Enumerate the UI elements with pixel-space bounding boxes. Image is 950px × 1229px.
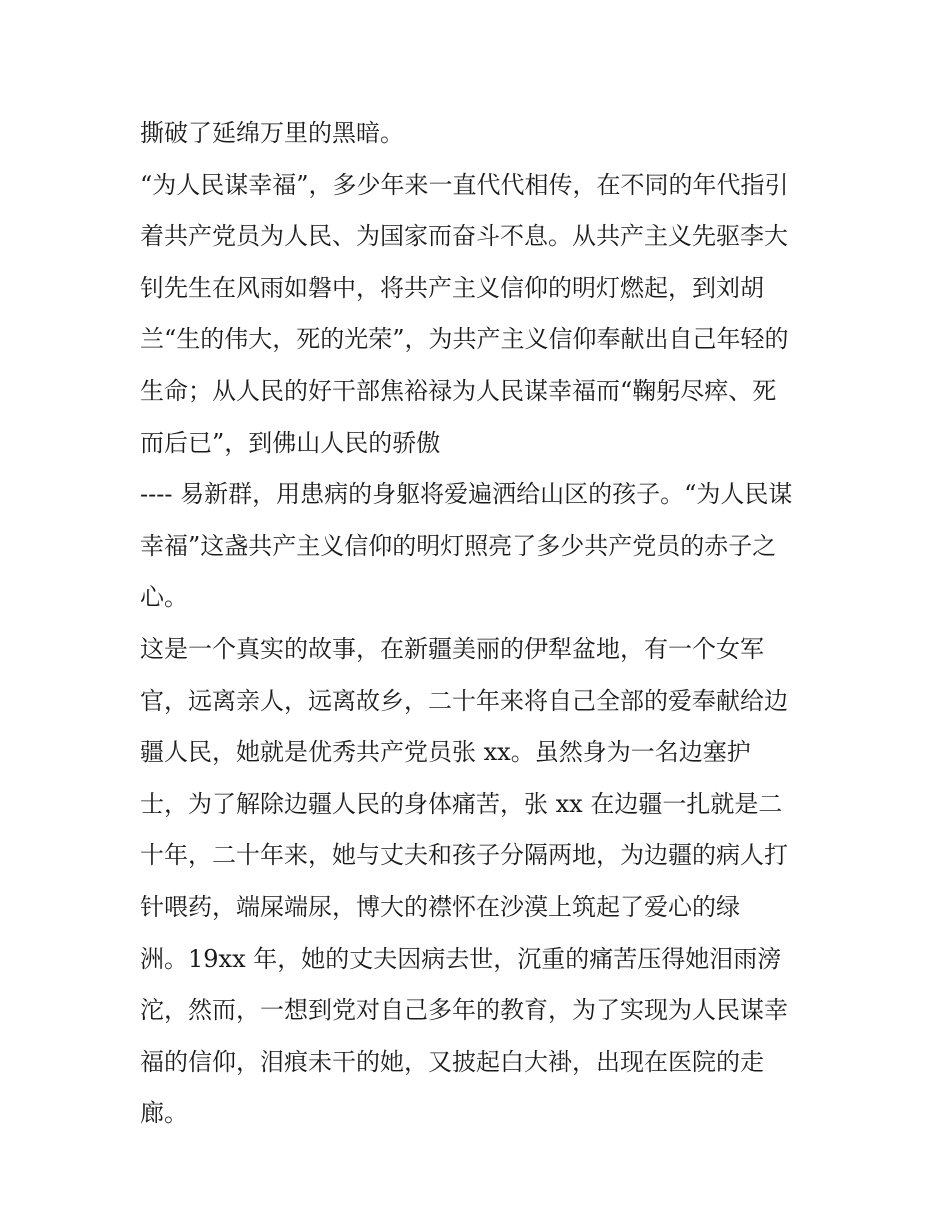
text-line: 心。 <box>140 583 188 612</box>
text-line: 疆人民，她就是优秀共产党员张 xx。虽然身为一名边塞护 <box>140 738 751 767</box>
text-line: 撕破了延绵万里的黑暗。 <box>140 119 404 147</box>
text-line: 廊。 <box>140 1099 188 1128</box>
text-line: 这是一个真实的故事，在新疆美丽的伊犁盆地，有一个女军 <box>140 634 764 663</box>
text-line: 十年，二十年来，她与丈夫和孩子分隔两地，为边疆的病人打 <box>140 841 788 870</box>
body-text <box>140 108 820 1140</box>
text-line: ---- 易新群，用患病的身躯将爱遍洒给山区的孩子。“为人民谋 <box>140 480 793 509</box>
text-line: 士，为了解除边疆人民的身体痛苦，张 xx 在边疆一扎就是二 <box>140 789 783 818</box>
text-line: 而后已”，到佛山人民的骄傲 <box>140 428 441 457</box>
text-line: 幸福”这盏共产主义信仰的明灯照亮了多少共产党员的赤子之 <box>140 531 777 560</box>
text-line: 官，远离亲人，远离故乡，二十年来将自己全部的爱奉献给边 <box>140 686 788 715</box>
text-line: 洲。19xx 年，她的丈夫因病去世，沉重的痛苦压得她泪雨滂 <box>140 944 782 973</box>
text-line: 兰“生的伟大，死的光荣”，为共产主义信仰奉献出自己年轻的 <box>140 325 789 354</box>
text-line: 针喂药，端屎端尿，博大的襟怀在沙漠上筑起了爱心的绿 <box>140 892 740 921</box>
text-line: “为人民谋幸福”，多少年来一直代代相传，在不同的年代指引 <box>140 170 789 199</box>
text-line: 沱，然而，一想到党对自己多年的教育，为了实现为人民谋幸 <box>140 996 788 1025</box>
text-line: 着共产党员为人民、为国家而奋斗不息。从共产主义先驱李大 <box>140 222 788 251</box>
text-line: 钊先生在风雨如磐中，将共产主义信仰的明灯燃起，到刘胡 <box>140 273 764 302</box>
text-line: 生命；从人民的好干部焦裕禄为人民谋幸福而“鞠躬尽瘁、死 <box>140 376 777 405</box>
text-line: 福的信仰，泪痕未干的她，又披起白大褂，出现在医院的走 <box>140 1047 764 1076</box>
